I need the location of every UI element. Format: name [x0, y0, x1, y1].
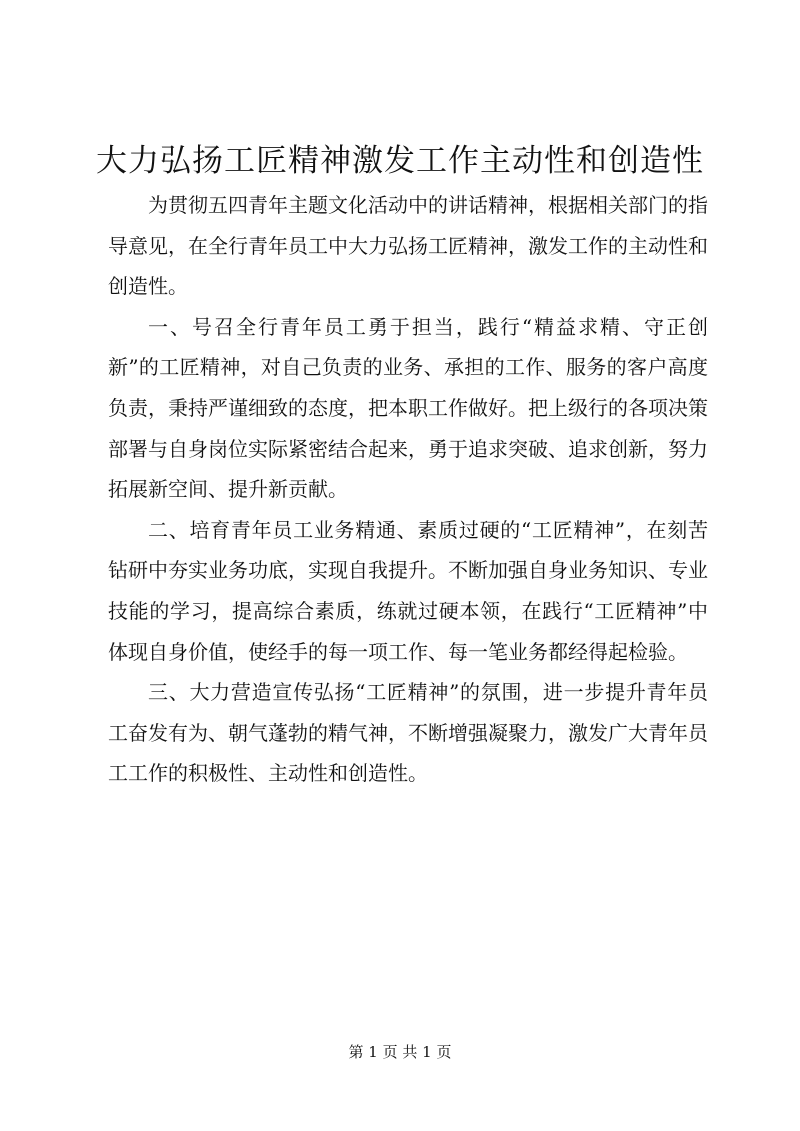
paragraph-point-one: 一、号召全行青年员工勇于担当，践行“精益求精、守正创新”的工匠精神，对自己负责的业务、承担的工作、服务的客户高度负责，秉持严谨细致的态度，把本职工作做好。把上级行的各项决策部署与自身岗位实际紧密结合起来，勇于追求突破、追求创新，努力拓展新空间、提升新贡献。: [108, 314, 708, 502]
paragraph-point-three: 三、大力营造宣传弘扬“工匠精神”的氛围，进一步提升青年员工奋发有为、朝气蓬勃的精气神，不断增强凝聚力，激发广大青年员工工作的积极性、主动性和创造性。: [108, 680, 708, 786]
document-title: 大力弘扬工匠精神激发工作主动性和创造性: [96, 143, 704, 179]
paragraph-point-two: 二、培育青年员工业务精通、素质过硬的“工匠精神”，在刻苦钻研中夯实业务功底，实现自我提升。不断加强自身业务知识、专业技能的学习，提高综合素质，练就过硬本领，在践行“工匠精神”中体现自身价值，使经手的每一项工作、每一笔业务都经得起检验。: [108, 517, 708, 664]
document-body: [108, 185, 708, 794]
page-number-footer: 第 1 页 共 1 页: [348, 1043, 452, 1061]
paragraph-intro: 为贯彻五四青年主题文化活动中的讲话精神，根据相关部门的指导意见，在全行青年员工中大力弘扬工匠精神，激发工作的主动性和创造性。: [108, 193, 708, 299]
